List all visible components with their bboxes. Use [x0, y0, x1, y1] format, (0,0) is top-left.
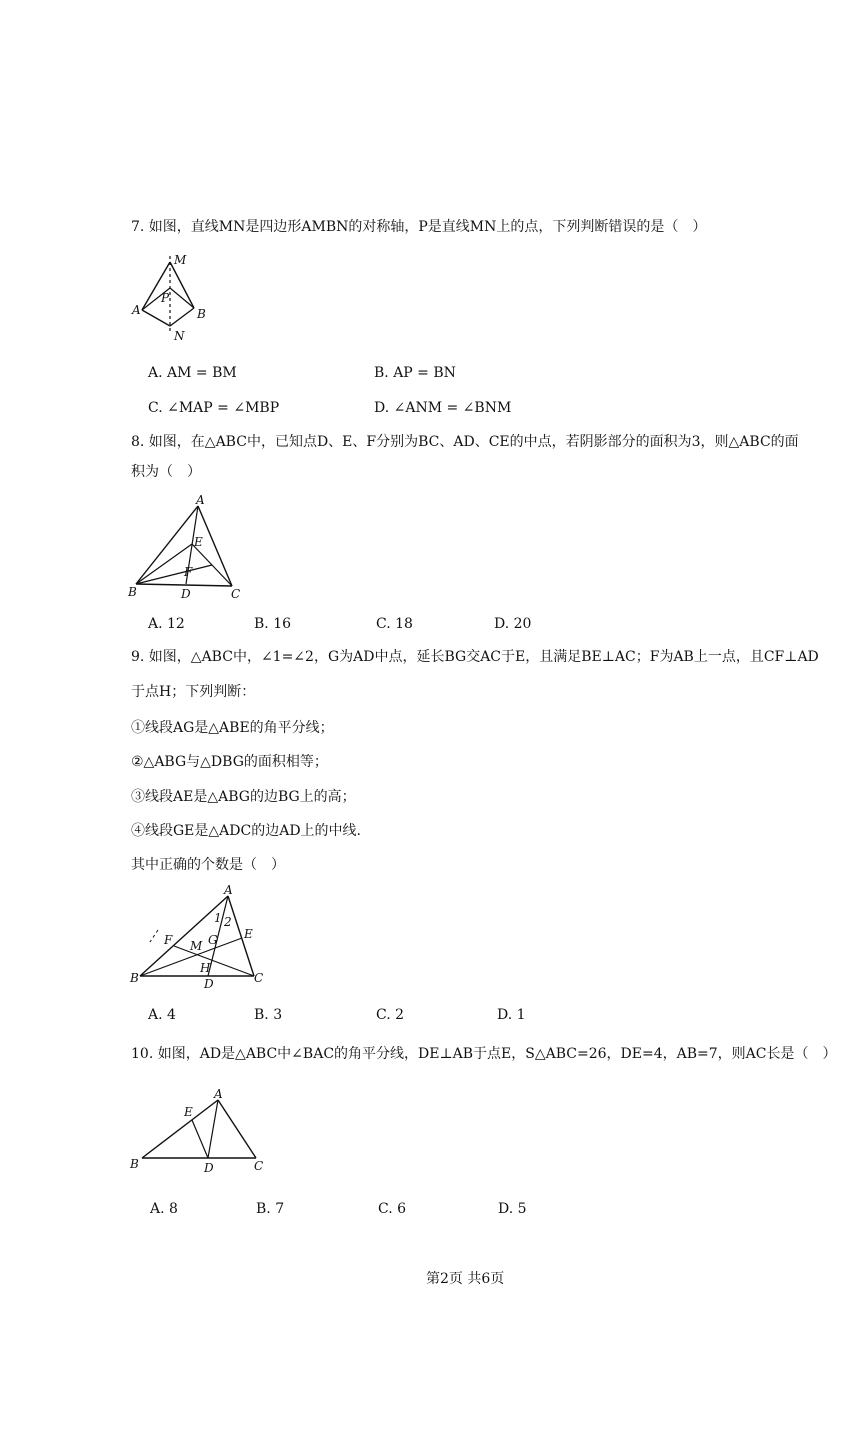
q8-label-A: A — [196, 494, 205, 507]
q8-option-d[interactable]: D. 20 — [494, 616, 532, 632]
q8-stem-line2: 积为（ ） — [131, 464, 201, 480]
q10-label-C: C — [254, 1159, 264, 1173]
q9-label-1: 1 — [214, 911, 222, 925]
q10-figure — [126, 1086, 276, 1176]
q7-figure — [130, 252, 210, 342]
q7-label-B: B — [197, 307, 206, 321]
q8-label-B: B — [128, 585, 137, 599]
q9-stem-line1: 9. 如图，△ABC中，∠1=∠2，G为AD中点，延长BG交AC于E，且满足BE⊥AC；F为AB上一点，且CF⊥AD — [131, 649, 819, 665]
q9-option-b[interactable]: B. 3 — [254, 1007, 283, 1023]
q9-label-G: G — [208, 933, 218, 947]
q8-option-a[interactable]: A. 12 — [148, 616, 185, 632]
q8-label-C: C — [231, 587, 241, 601]
q10-stem: 10. 如图，AD是△ABC中∠BAC的角平分线，DE⊥AB于点E，S△ABC=26，DE=4，AB=7，则AC长是（ ） — [131, 1046, 837, 1062]
q9-label-E: E — [244, 927, 253, 941]
q9-statement-1: ①线段AG是△ABE的角平分线； — [131, 720, 334, 736]
q8-label-F: F — [184, 565, 193, 579]
q9-label-F: F — [164, 933, 173, 947]
q9-statement-2: ②△ABG与△DBG的面积相等； — [131, 754, 328, 770]
q10-option-a[interactable]: A. 8 — [150, 1201, 178, 1217]
q8-option-b[interactable]: B. 16 — [254, 616, 292, 632]
q9-figure — [128, 882, 268, 992]
q9-label-B: B — [130, 971, 139, 985]
q8-figure — [126, 494, 246, 604]
q8-label-E: E — [194, 535, 203, 549]
q9-label-D: D — [204, 977, 214, 991]
q9-option-d[interactable]: D. 1 — [497, 1007, 526, 1023]
q7-option-c[interactable]: C. ∠MAP = ∠MBP — [148, 400, 280, 416]
q7-option-d[interactable]: D. ∠ANM = ∠BNM — [374, 400, 512, 416]
q9-option-c[interactable]: C. 2 — [376, 1007, 405, 1023]
q7-stem: 7. 如图，直线MN是四边形AMBN的对称轴，P是直线MN上的点，下列判断错误的是（ ） — [131, 219, 707, 235]
q10-option-b[interactable]: B. 7 — [256, 1201, 285, 1217]
q8-stem-line1: 8. 如图，在△ABC中，已知点D、E、F分别为BC、AD、CE的中点，若阴影部分的面积为3，则△ABC的面 — [131, 434, 799, 450]
q7-option-b[interactable]: B. AP = BN — [374, 365, 456, 381]
q9-statement-3: ③线段AE是△ABG的边BG上的高； — [131, 789, 356, 805]
q9-stem-line2: 于点H；下列判断： — [131, 684, 256, 700]
q10-label-A: A — [214, 1087, 223, 1101]
q9-label-M: M — [190, 939, 203, 953]
q9-statement-4: ④线段GE是△ADC的边AD上的中线. — [131, 823, 362, 839]
q8-option-c[interactable]: C. 18 — [376, 616, 413, 632]
q9-option-a[interactable]: A. 4 — [148, 1007, 176, 1023]
q9-label-H: H — [200, 961, 211, 975]
q7-label-M: M — [174, 253, 187, 267]
q9-label-2: 2 — [224, 915, 232, 929]
q10-label-D: D — [204, 1161, 214, 1175]
page-footer: 第2页 共6页 — [426, 1271, 505, 1287]
q8-label-D: D — [181, 587, 191, 601]
q7-label-N: N — [174, 329, 185, 342]
q7-option-a[interactable]: A. AM = BM — [148, 365, 237, 381]
q10-label-B: B — [130, 1157, 139, 1171]
q10-option-c[interactable]: C. 6 — [378, 1201, 407, 1217]
q9-label-A: A — [224, 883, 233, 897]
q9-ask: 其中正确的个数是（ ） — [131, 857, 285, 873]
q7-label-P: P — [161, 291, 170, 305]
q7-label-A: A — [132, 303, 141, 317]
q9-label-C: C — [254, 971, 264, 985]
q10-label-E: E — [184, 1105, 193, 1119]
q10-option-d[interactable]: D. 5 — [498, 1201, 527, 1217]
